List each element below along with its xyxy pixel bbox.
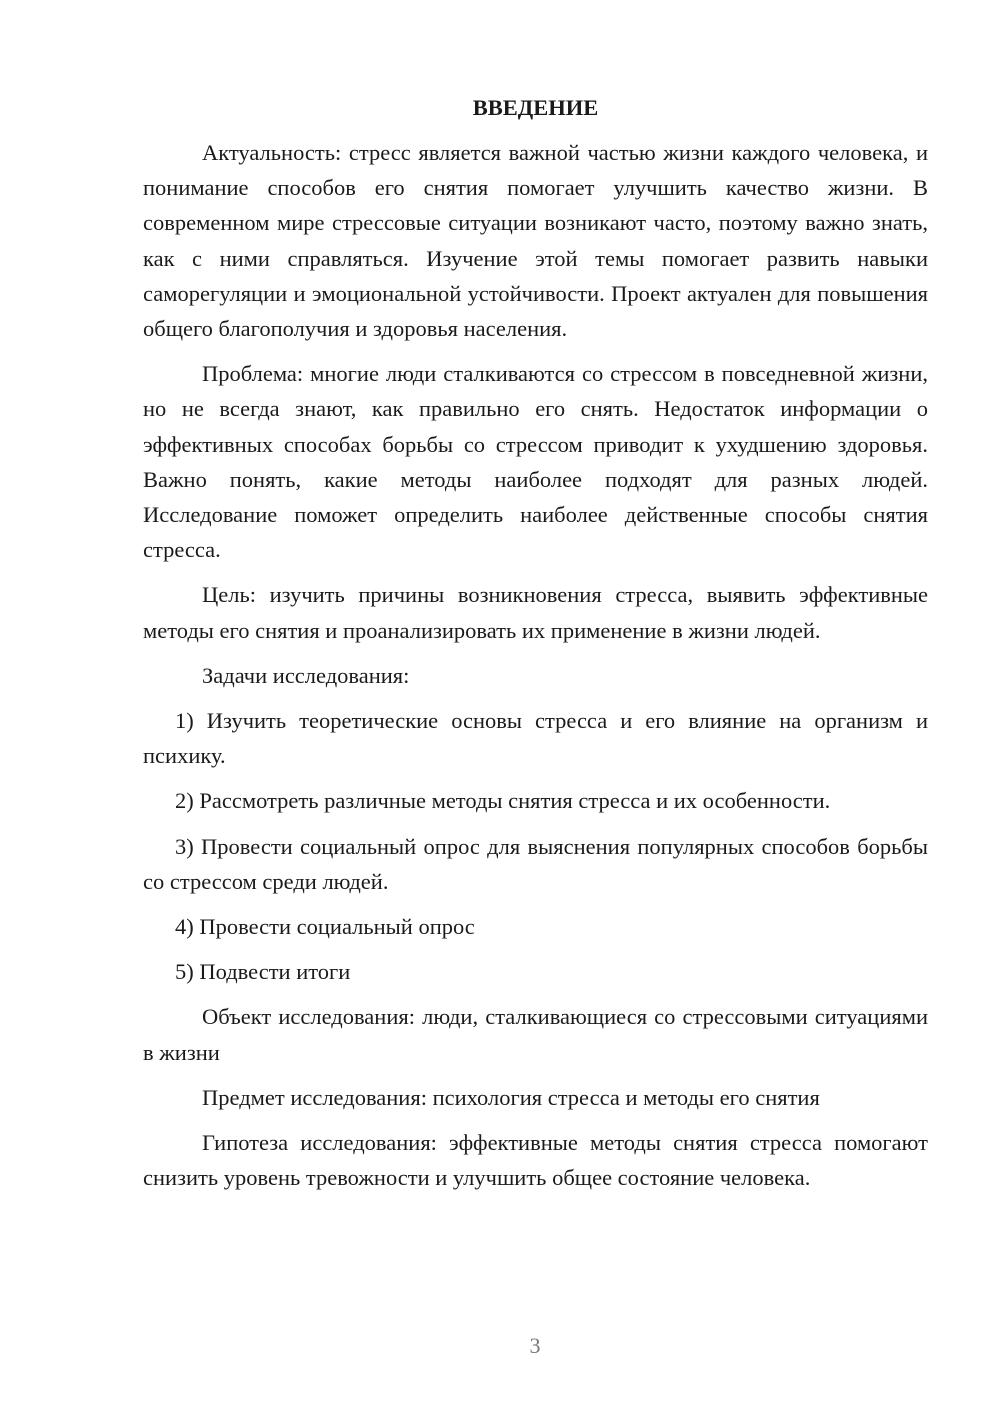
task-item-3: 3) Провести социальный опрос для выяснения популярных способов борьбы со стрессом среди людей. <box>143 833 928 894</box>
page-content <box>143 90 928 1205</box>
task-item-5: 5) Подвести итоги <box>175 959 351 985</box>
tasks-heading: Задачи исследования: <box>202 662 410 688</box>
paragraph-object: Объект исследования: люди, сталкивающиеся со стрессовыми ситуациями в жизни <box>143 1004 928 1065</box>
page-number: 3 <box>529 1333 541 1358</box>
paragraph-relevance: Актуальность: стресс является важной частью жизни каждого человека, и понимание способов его снятия помогает улучшить качество жизни. В современном мире стрессовые ситуации возникают часто, поэтому важно знать, как с ними справляться. Изучение этой темы помогает развить навыки саморегуляции и эмоциональной устойчивости. Проект актуален для повышения общего благополучия и здоровья населения. <box>143 140 928 342</box>
task-item-4: 4) Провести социальный опрос <box>175 914 475 940</box>
paragraph-goal: Цель: изучить причины возникновения стресса, выявить эффективные методы его снятия и проанализировать их применение в жизни людей. <box>143 582 928 643</box>
paragraph-hypothesis: Гипотеза исследования: эффективные методы снятия стресса помогают снизить уровень тревожности и улучшить общее состояние человека. <box>143 1130 928 1191</box>
task-item-2: 2) Рассмотреть различные методы снятия стресса и их особенности. <box>175 788 831 814</box>
paragraph-subject: Предмет исследования: психология стресса и методы его снятия <box>202 1084 820 1110</box>
page-title: ВВЕДЕНИЕ <box>472 95 599 120</box>
paragraph-problem: Проблема: многие люди сталкиваются со стрессом в повседневной жизни, но не всегда знают, как правильно его снять. Недостаток информации о эффективных способах борьбы со стрессом приводит к ухудшению здоровья. Важно понять, какие методы наиболее подходят для разных людей. Исследование поможет определить наиболее действенные способы снятия стресса. <box>143 361 928 563</box>
task-item-1: 1) Изучить теоретические основы стресса и его влияние на организм и психику. <box>143 708 928 769</box>
